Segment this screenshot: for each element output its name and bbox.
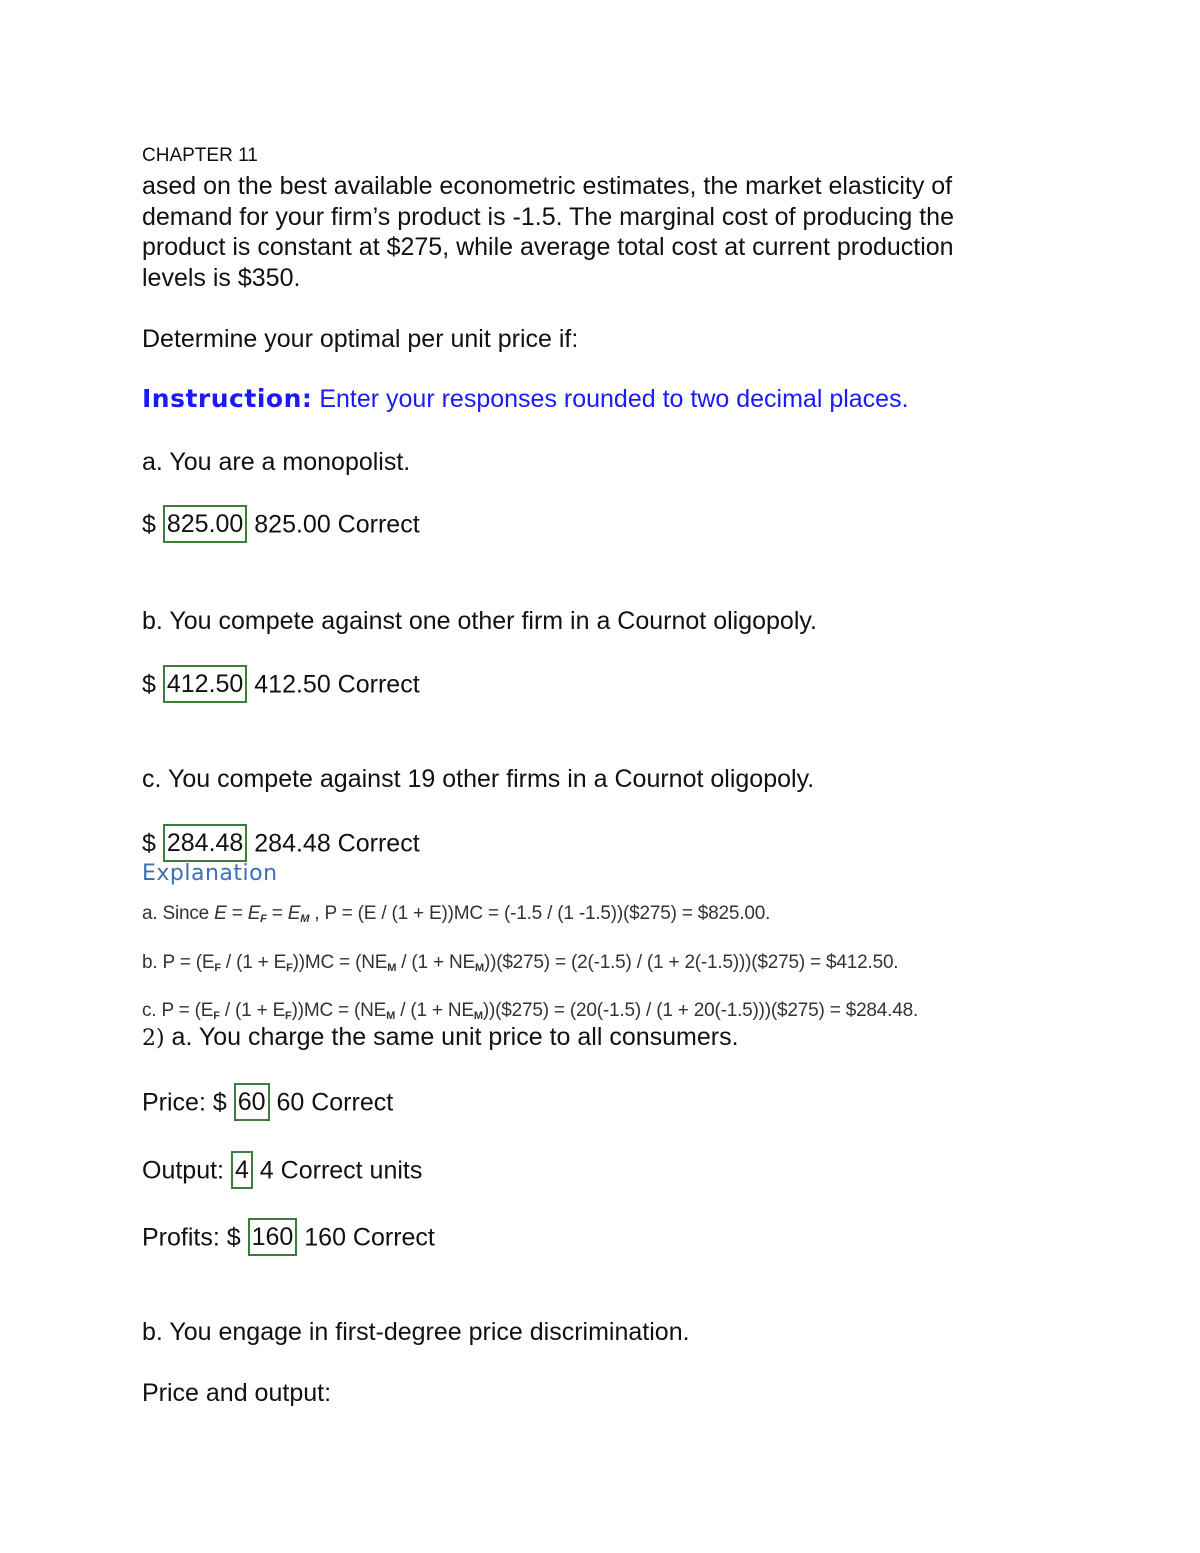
expl-a-eq1: = — [226, 903, 248, 924]
expl-b-sub: M — [387, 962, 397, 974]
explanation-line-a — [142, 903, 770, 925]
explanation-line-c — [142, 1000, 918, 1022]
instruction-label: Instruction: — [142, 384, 313, 413]
output-result: 4 Correct units — [252, 1156, 423, 1185]
expl-a-sub-f: F — [260, 913, 267, 925]
question-b: b. You compete against one other firm in a Cournot oligopoly. — [142, 607, 817, 635]
output-input[interactable]: 4 — [231, 1151, 253, 1189]
expl-b-sub: M — [474, 962, 484, 974]
expl-a-rest: , P = (E / (1 + E))MC = (-1.5 / (1 -1.5))($275) = $825.00. — [309, 903, 771, 924]
profits-label: Profits: $ — [142, 1223, 248, 1252]
expl-a-eq2: = — [266, 903, 288, 924]
q2-a-text: a. You charge the same unit price to all consumers. — [164, 1023, 739, 1051]
instruction-text: Enter your responses rounded to two decimal places. — [312, 385, 909, 413]
dollar-prefix: $ — [142, 510, 163, 539]
dollar-prefix: $ — [142, 670, 163, 699]
intro-line: product is constant at $275, while average total cost at current production — [142, 233, 954, 261]
answer-row-b — [142, 669, 420, 703]
q2-question-b: b. You engage in first-degree price discrimination. — [142, 1318, 690, 1346]
explanation-line-b — [142, 952, 898, 974]
output-label: Output: — [142, 1156, 231, 1185]
expl-b-sub: F — [214, 962, 221, 974]
profits-input[interactable]: 160 — [248, 1218, 298, 1256]
expl-b-part: / (1 + NE — [396, 952, 475, 973]
expl-c-part: / (1 + NE — [395, 1000, 474, 1021]
answer-result-c: 284.48 Correct — [247, 829, 420, 858]
price-output-label: Price and output: — [142, 1379, 332, 1407]
expl-c-sub: F — [285, 1010, 292, 1022]
expl-a-ef: E — [247, 903, 261, 924]
expl-c-sub: M — [473, 1010, 483, 1022]
price-label: Price: $ — [142, 1088, 234, 1117]
dollar-prefix: $ — [142, 829, 163, 858]
expl-c-part: ))MC = (NE — [291, 1000, 387, 1021]
explanation-title: Explanation — [142, 861, 278, 886]
profits-result: 160 Correct — [297, 1223, 435, 1252]
expl-b-part: ))($275) = (2(-1.5) / (1 + 2(-1.5)))($275) = $412.50. — [483, 952, 899, 973]
expl-b-part: b. P = (E — [142, 952, 215, 973]
expl-b-sub: F — [286, 962, 293, 974]
expl-a-em: E — [287, 903, 301, 924]
expl-a-pre: a. Since — [142, 903, 215, 924]
instruction-line — [142, 384, 909, 414]
answer-input-b[interactable]: 412.50 — [163, 665, 247, 703]
q2-output-row — [142, 1155, 422, 1189]
intro-paragraph — [142, 171, 954, 293]
question-c: c. You compete against 19 other firms in a Cournot oligopoly. — [142, 765, 815, 793]
answer-result-b: 412.50 Correct — [247, 670, 420, 699]
answer-input-a[interactable]: 825.00 — [163, 505, 247, 543]
chapter-heading: CHAPTER 11 — [142, 145, 258, 166]
answer-input-c[interactable]: 284.48 — [163, 824, 247, 862]
q2-price-row — [142, 1087, 393, 1121]
answer-row-c — [142, 828, 420, 862]
expl-a-e: E — [214, 903, 227, 924]
intro-line: demand for your firm’s product is -1.5. The marginal cost of producing the — [142, 202, 954, 231]
expl-c-part: c. P = (E — [142, 1000, 214, 1021]
intro-line: levels is $350. — [142, 263, 301, 292]
price-input[interactable]: 60 — [234, 1083, 270, 1121]
price-result: 60 Correct — [269, 1088, 394, 1117]
intro-line: ased on the best available econometric estimates, the market elasticity of — [142, 172, 953, 200]
q2-question-a — [142, 1022, 739, 1054]
q2-number: 2) — [142, 1026, 165, 1051]
expl-b-part: / (1 + E — [220, 952, 287, 973]
expl-c-part: ))($275) = (20(-1.5) / (1 + 20(-1.5)))($275) = $284.48. — [482, 1000, 919, 1021]
expl-c-sub: F — [213, 1010, 220, 1022]
q2-profits-row — [142, 1222, 435, 1256]
expl-a-sub-m: M — [300, 913, 310, 925]
question-a: a. You are a monopolist. — [142, 448, 411, 476]
expl-c-part: / (1 + E — [219, 1000, 286, 1021]
answer-row-a — [142, 509, 420, 543]
answer-result-a: 825.00 Correct — [247, 510, 420, 539]
expl-b-part: ))MC = (NE — [292, 952, 388, 973]
expl-c-sub: M — [386, 1010, 396, 1022]
prompt-text: Determine your optimal per unit price if: — [142, 325, 579, 353]
